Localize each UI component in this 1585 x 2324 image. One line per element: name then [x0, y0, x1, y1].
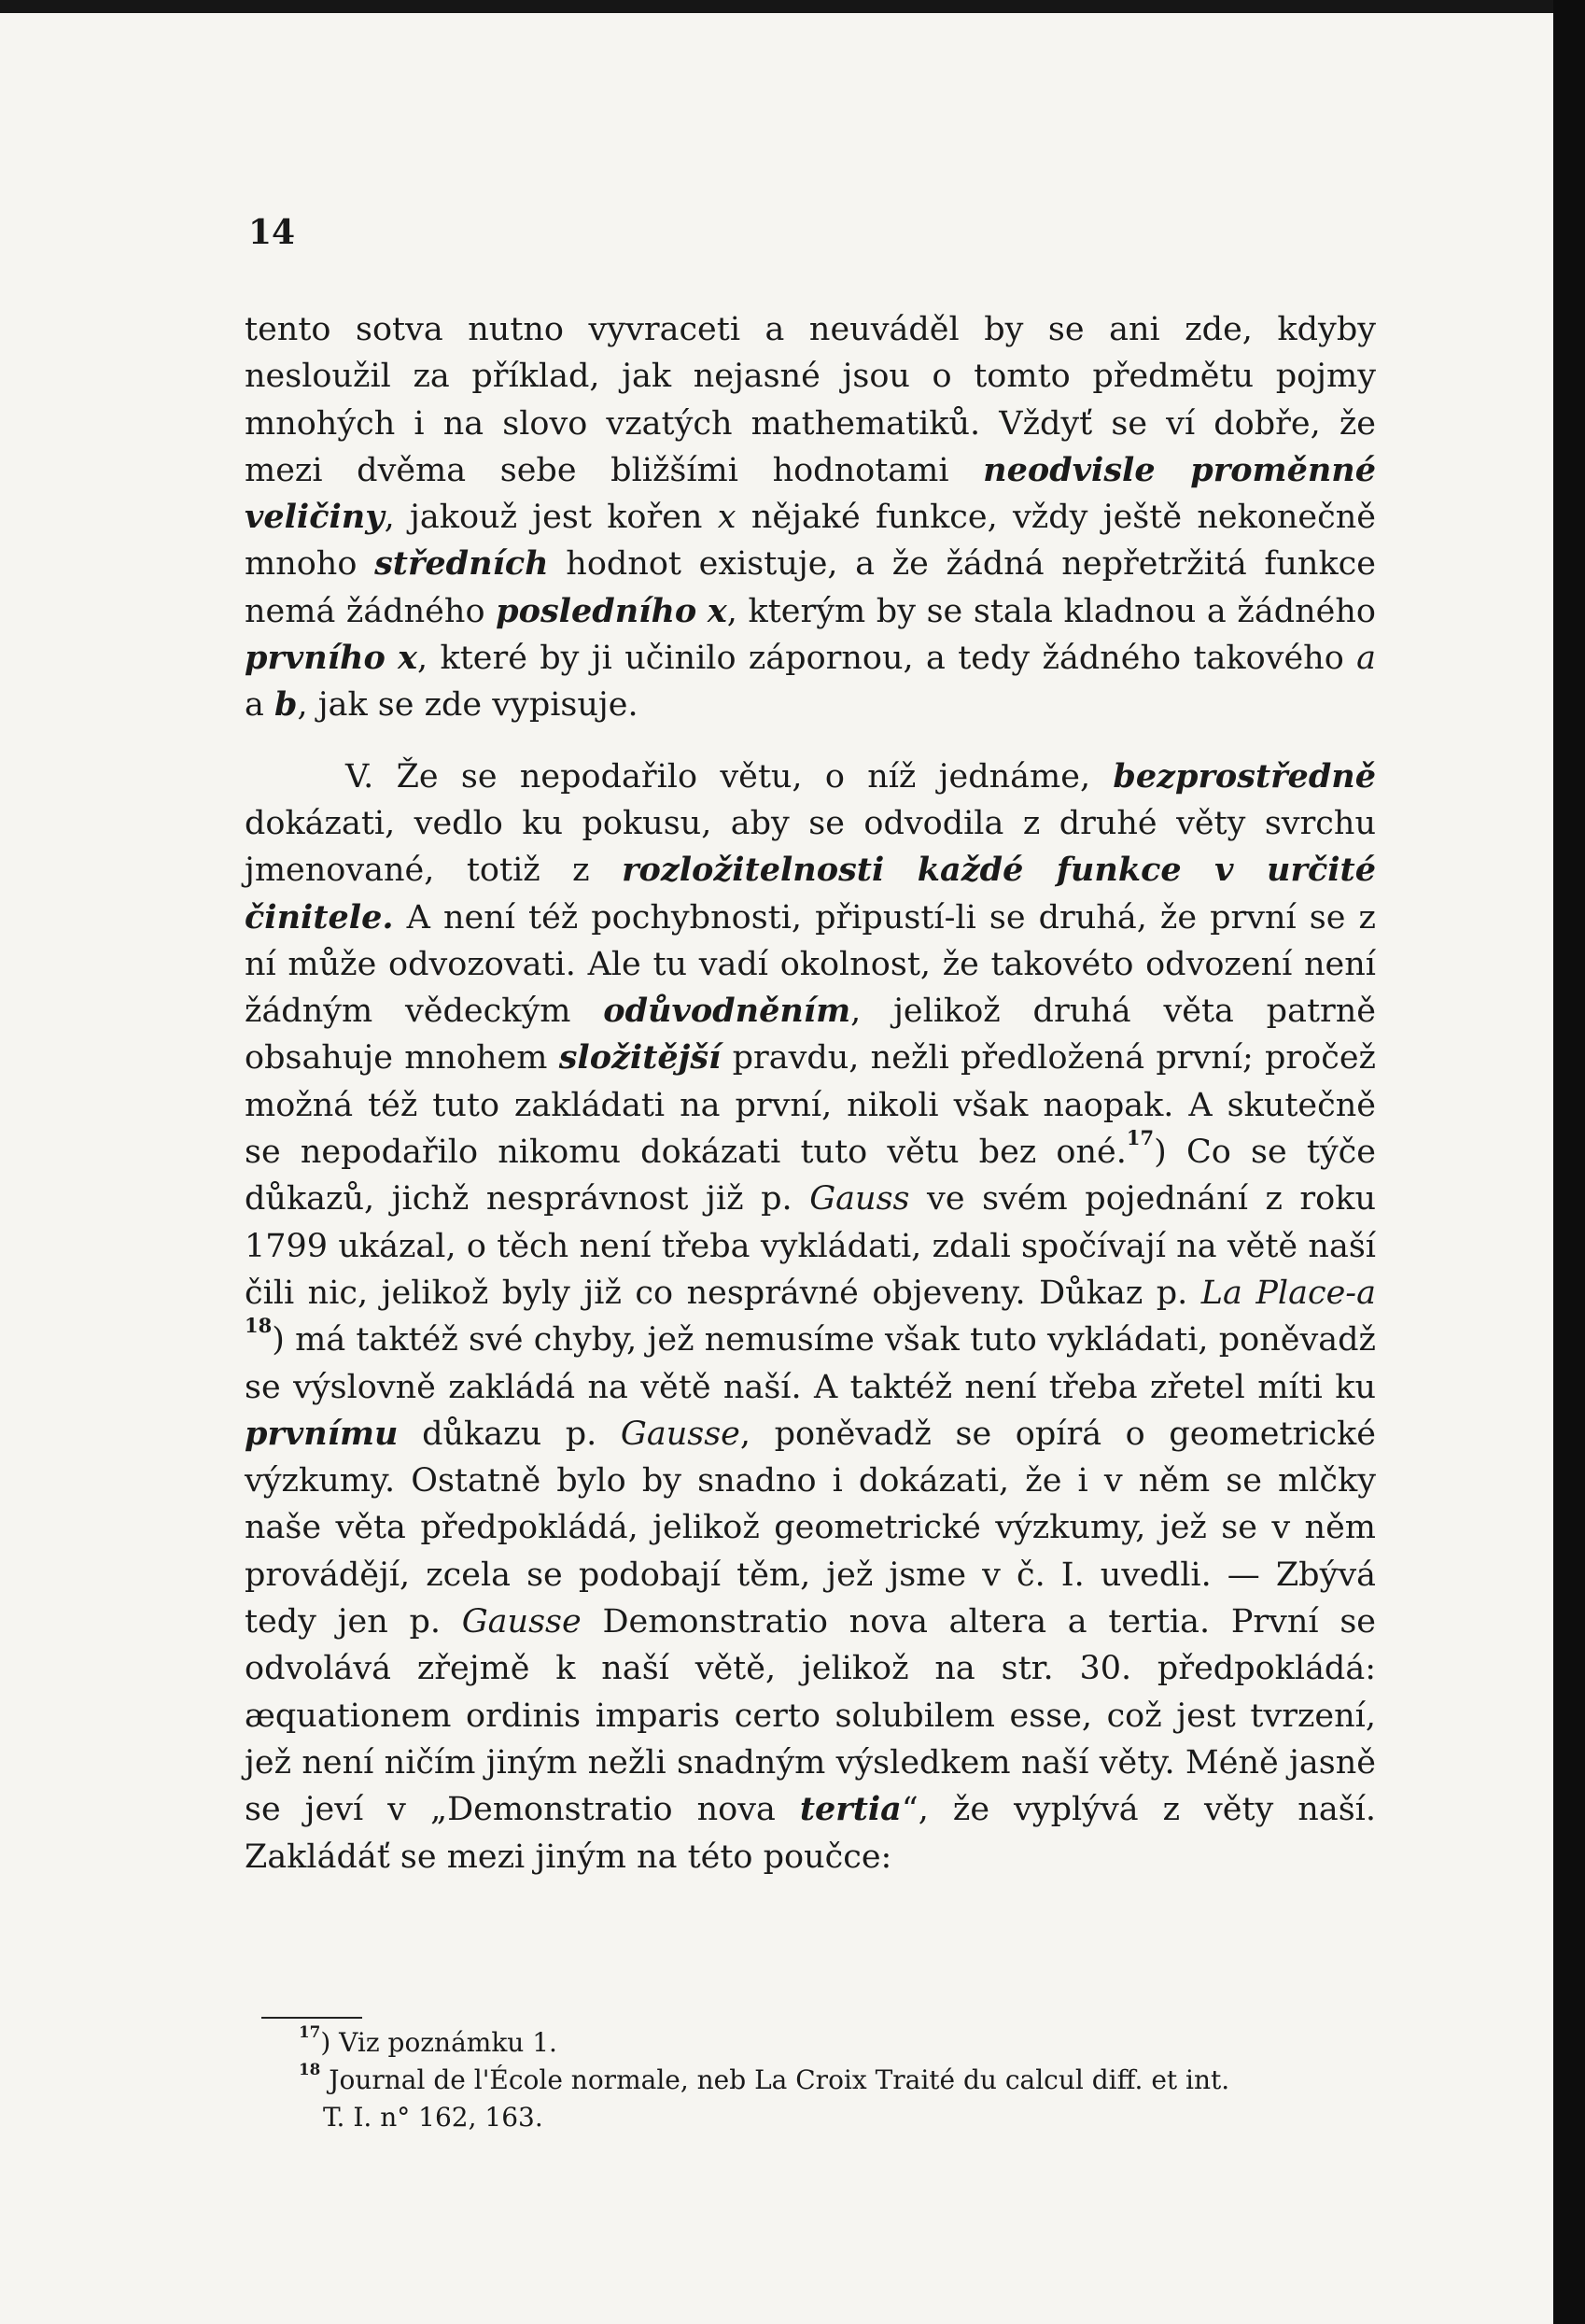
text-run: tento sotva nutno vyvraceti a neuváděl by se ani zde, kdyby nesloužil za příklad, jak nejasné jsou o tomto předmětu pojmy mnohých i na slovo vzatých mathematiků. Vždyť se ví dobře, že mezi dvěma sebe bližšími hodnotami: [245, 311, 1376, 489]
variable-a: a: [1356, 640, 1376, 678]
name-laplace: La Place-a: [1200, 1274, 1377, 1312]
scan-border-right: [1553, 0, 1585, 2324]
name-gauss: Gauss: [809, 1180, 910, 1218]
text-run: Demonstratio nova altera a tertia. První se odvolává zřejmě k naší větě, jelikož na str. 30. předpokládá: æquationem ordinis imparis certo solubilem esse, což jest tvrzení, jež není ničím jiným nežli snadným výsledkem naší věty. Méně jasně se jeví v „Demonstratio nova: [245, 1603, 1376, 1829]
text-run: , jak se zde vypisuje.: [297, 686, 638, 725]
text-run: , které by ji učinilo zápornou, a tedy žádného takového: [417, 640, 1357, 678]
text-run: “, že vyplývá z věty naší. Zakládáť se mezi jiným na této poučce:: [245, 1791, 1376, 1876]
emphasis: bezprostředně: [1113, 756, 1376, 796]
variable-b: b: [274, 685, 298, 725]
footnote-text: T. I. n° 162, 163.: [323, 2102, 543, 2133]
footnote-17: [299, 2021, 1391, 2062]
emphasis: prvnímu: [245, 1414, 399, 1453]
footnote-18-continuation: [299, 2099, 1391, 2136]
variable-x: x: [707, 591, 727, 630]
emphasis: středních: [374, 544, 549, 584]
text-run: , kterým by se stala kladnou a žádného: [726, 592, 1376, 630]
name-gausse: Gausse: [620, 1415, 740, 1453]
paragraph-1: [245, 306, 1376, 729]
footnote-marker: 17: [299, 2021, 321, 2041]
variable-x: x: [717, 499, 736, 537]
text-run: ) Co se týče důkazů, jichž nesprávnost již p.: [245, 1134, 1376, 1218]
emphasis: složitější: [558, 1038, 722, 1077]
text-run: ve svém pojednání z roku 1799 ukázal, o těch není třeba vykládati, zdali spočívají na větě naší čili nic, jelikož byly již co nesprávné objeveny. Důkaz p.: [245, 1180, 1376, 1312]
emphasis: tertia: [799, 1790, 902, 1829]
footnote-ref-18[interactable]: 18: [245, 1314, 273, 1338]
scan-border-top: [0, 0, 1585, 13]
footnote-18: [299, 2059, 1391, 2099]
text-run: nějaké funkce, vždy ještě nekonečně mnoho: [245, 499, 1376, 584]
footnote-text: ) Viz poznámku 1.: [320, 2027, 557, 2058]
text-run: , poněvadž se opírá o geometrické výzkumy. Ostatně bylo by snadno i dokázati, že i v něm se mlčky naše věta předpokládá, jelikož geometrické výzkumy, jež se v něm provádějí, zcela se podobají těm, jež jsme v č. I. uvedli. — Zbývá tedy jen p.: [245, 1415, 1376, 1641]
footnote-ref-17[interactable]: 17: [1126, 1126, 1155, 1150]
text-run: a: [245, 686, 274, 725]
footnote-divider: [261, 2017, 362, 2019]
text-run: důkazu p.: [398, 1415, 621, 1453]
name-gausse: Gausse: [461, 1603, 582, 1641]
text-run: hodnot existuje, a že žádná nepřetržitá funkce nemá žádného: [245, 545, 1376, 630]
variable-x: x: [398, 639, 418, 678]
emphasis: odůvodněním: [603, 992, 851, 1031]
text-run: V. Že se nepodařilo větu, o níž jednáme,: [345, 757, 1114, 796]
text-run: , jelikož druhá věta patrně obsahuje mnohem: [245, 993, 1377, 1077]
footnotes: [299, 2021, 1391, 2136]
text-run: ) má taktéž své chyby, jež nemusíme však tuto vykládati, poněvadž se výslovně zakládá na větě naší. A taktéž není třeba zřetel míti ku: [245, 1321, 1376, 1406]
body-text: [245, 306, 1376, 1880]
text-run: A není též pochybnosti, připustí-li se druhá, že první se z ní může odvozovati. Ale tu vadí okolnost, že takovéto odvození není žádným vědeckým: [245, 898, 1376, 1031]
footnote-marker: 18: [299, 2059, 321, 2078]
page-number: 14: [248, 213, 296, 252]
text-run: , jakouž jest kořen: [384, 499, 718, 537]
emphasis: rozložitelnosti každé funkce v určité činitele.: [245, 851, 1376, 937]
text-run: pravdu, nežli předložená první; pročež možná též tuto zakládati na první, nikoli však naopak. A skutečně se nepodařilo nikomu dokázati tuto větu bez oné.: [245, 1039, 1376, 1172]
text-run: dokázati, vedlo ku pokusu, aby se odvodila z druhé věty svrchu jmenované, totiž z: [245, 804, 1376, 890]
emphasis: prvního: [245, 639, 386, 678]
emphasis: posledního: [496, 591, 697, 630]
footnote-text: Journal de l'École normale, neb La Croix Traité du calcul diff. et int.: [320, 2064, 1230, 2095]
emphasis: neodvisle proměnné veličiny: [245, 450, 1377, 537]
paragraph-2: [245, 754, 1376, 1880]
